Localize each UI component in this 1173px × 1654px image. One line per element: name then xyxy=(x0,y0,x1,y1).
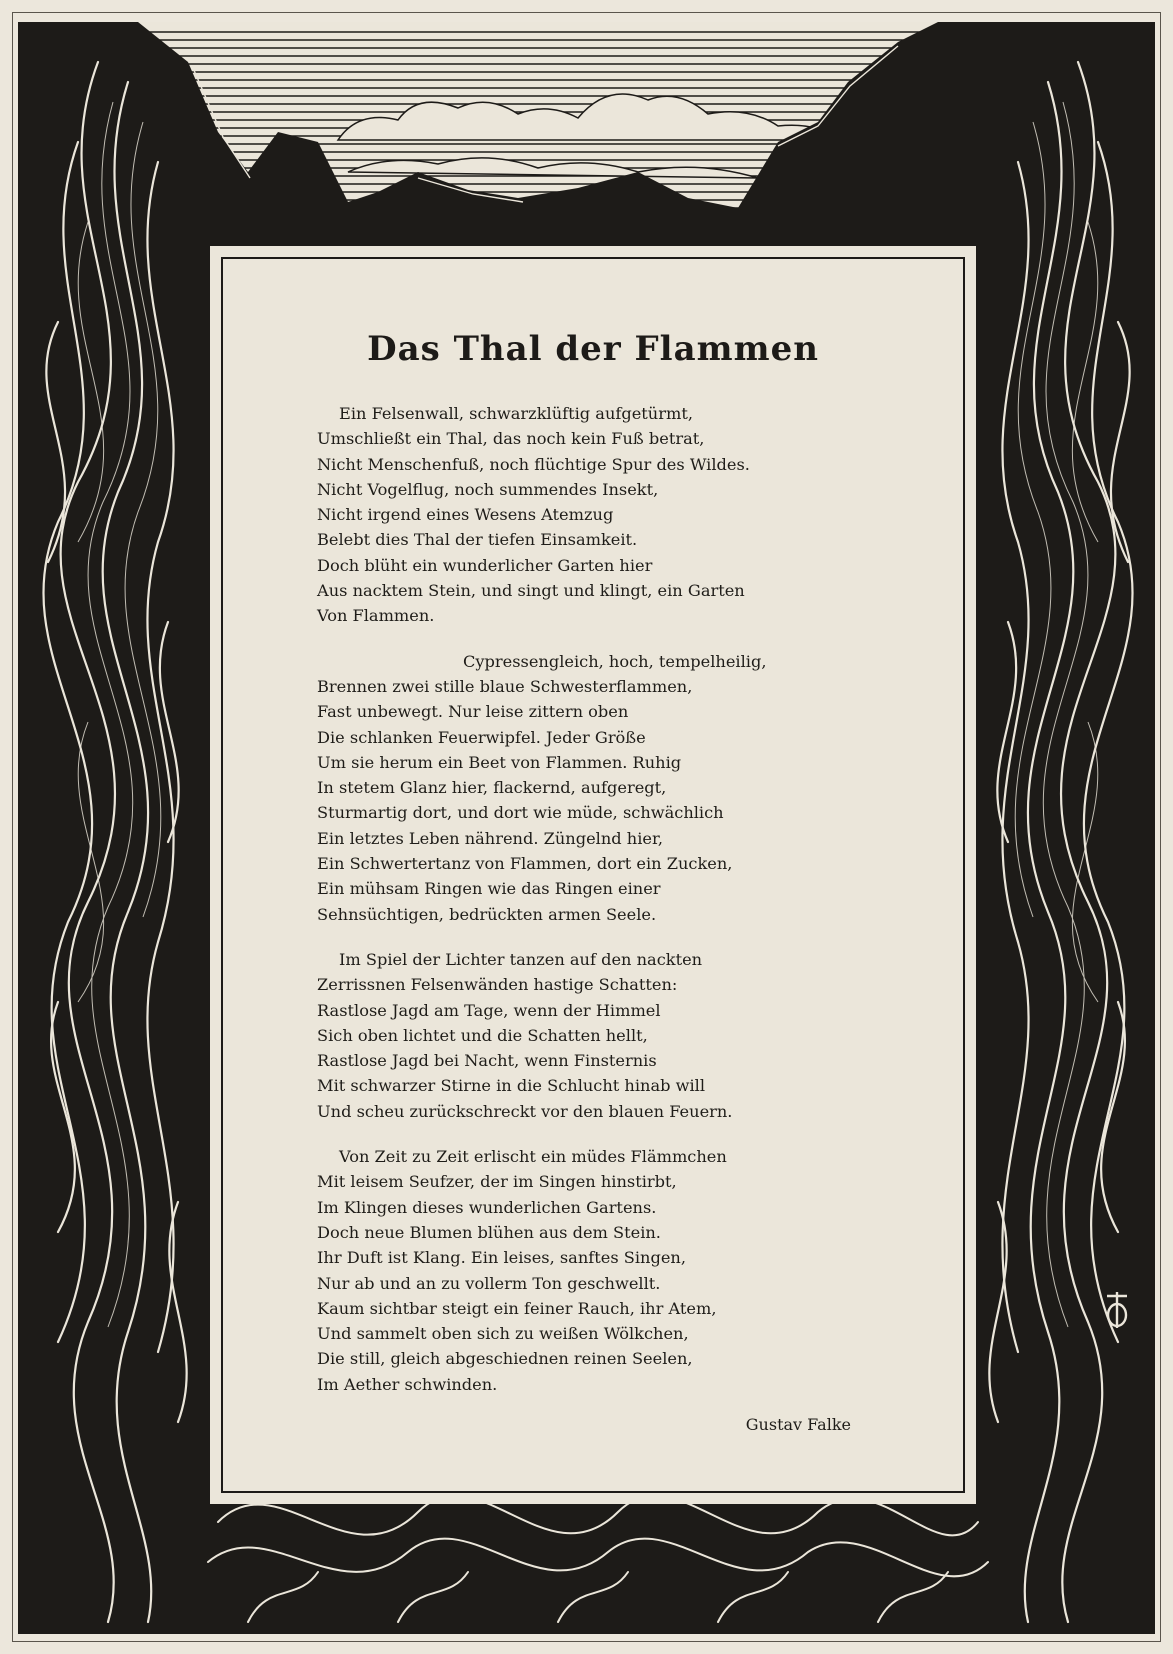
poem-line: Sich oben lichtet und die Schatten hellt, xyxy=(317,1025,648,1045)
poem-line: Nur ab und an zu vollerm Ton geschwellt. xyxy=(317,1273,661,1293)
poem-title: Das Thal der Flammen xyxy=(367,329,819,369)
poem-line: Nicht Menschenfuß, noch flüchtige Spur des Wildes. xyxy=(317,454,750,474)
poem-stanza-4 xyxy=(317,1144,797,1397)
poem-line: Aus nacktem Stein, und singt und klingt, ein Garten xyxy=(317,581,745,601)
poem-line: Nicht Vogelflug, noch summendes Insekt, xyxy=(317,479,659,499)
poem-line: Im Aether schwinden. xyxy=(317,1374,498,1394)
poem-line: Fast unbewegt. Nur leise zittern oben xyxy=(317,702,629,722)
poem-line: Nicht irgend eines Wesens Atemzug xyxy=(317,505,614,525)
poem-line: Brennen zwei stille blaue Schwesterflammen, xyxy=(317,676,693,696)
author-signature: Gustav Falke xyxy=(745,1415,851,1434)
poem-line: Und sammelt oben sich zu weißen Wölkchen, xyxy=(317,1324,689,1344)
poem-stanza-2 xyxy=(317,649,797,927)
poem-line: Rastlose Jagd am Tage, wenn der Himmel xyxy=(317,1000,661,1020)
poem-line: Umschließt ein Thal, das noch kein Fuß betrat, xyxy=(317,429,705,449)
poem-line: Um sie herum ein Beet von Flammen. Ruhig xyxy=(317,752,682,772)
poem-line: Ein mühsam Ringen wie das Ringen einer xyxy=(317,879,661,899)
poem-line: Von Flammen. xyxy=(317,606,435,626)
poem-line: Mit leisem Seufzer, der im Singen hinstirbt, xyxy=(317,1172,677,1192)
poem-line: Zerrissnen Felsenwänden hastige Schatten: xyxy=(317,975,678,995)
poem-line: Ein letztes Leben nährend. Züngelnd hier, xyxy=(317,828,664,848)
poem-line: Im Klingen dieses wunderlichen Gartens. xyxy=(317,1197,657,1217)
poem-body xyxy=(317,401,797,1417)
poem-line: Mit schwarzer Stirne in die Schlucht hinab will xyxy=(317,1076,706,1096)
poem-panel-rule xyxy=(221,257,965,1493)
poem-line: Die still, gleich abgeschiednen reinen Seelen, xyxy=(317,1349,693,1369)
poem-line: Kaum sichtbar steigt ein feiner Rauch, ihr Atem, xyxy=(317,1298,717,1318)
poem-line: Ihr Duft ist Klang. Ein leises, sanftes Singen, xyxy=(317,1248,686,1268)
poem-line: Belebt dies Thal der tiefen Einsamkeit. xyxy=(317,530,638,550)
poem-line: In stetem Glanz hier, flackernd, aufgeregt, xyxy=(317,778,667,798)
poem-line: Cypressengleich, hoch, tempelheilig, xyxy=(463,651,767,671)
poem-line: Doch neue Blumen blühen aus dem Stein. xyxy=(317,1222,661,1242)
poem-panel xyxy=(210,246,976,1504)
poem-line: Sturmartig dort, und dort wie müde, schwächlich xyxy=(317,803,724,823)
poem-line: Von Zeit zu Zeit erlischt ein müdes Flämmchen xyxy=(339,1147,727,1167)
poem-stanza-3 xyxy=(317,947,797,1124)
poem-line: Sehnsüchtigen, bedrückten armen Seele. xyxy=(317,904,657,924)
poem-line: Rastlose Jagd bei Nacht, wenn Finsternis xyxy=(317,1051,657,1071)
poem-line: Die schlanken Feuerwipfel. Jeder Größe xyxy=(317,727,646,747)
poem-stanza-1 xyxy=(317,401,797,629)
poem-line: Und scheu zurückschreckt vor den blauen Feuern. xyxy=(317,1101,733,1121)
poem-line: Ein Felsenwall, schwarzklüftig aufgetürmt, xyxy=(339,404,693,423)
poem-line: Im Spiel der Lichter tanzen auf den nackten xyxy=(339,949,703,969)
poem-line: Doch blüht ein wunderlicher Garten hier xyxy=(317,555,653,575)
illustrated-frame xyxy=(18,22,1155,1634)
poem-line: Ein Schwertertanz von Flammen, dort ein Zucken, xyxy=(317,854,733,874)
artist-monogram-icon xyxy=(1103,1290,1131,1330)
